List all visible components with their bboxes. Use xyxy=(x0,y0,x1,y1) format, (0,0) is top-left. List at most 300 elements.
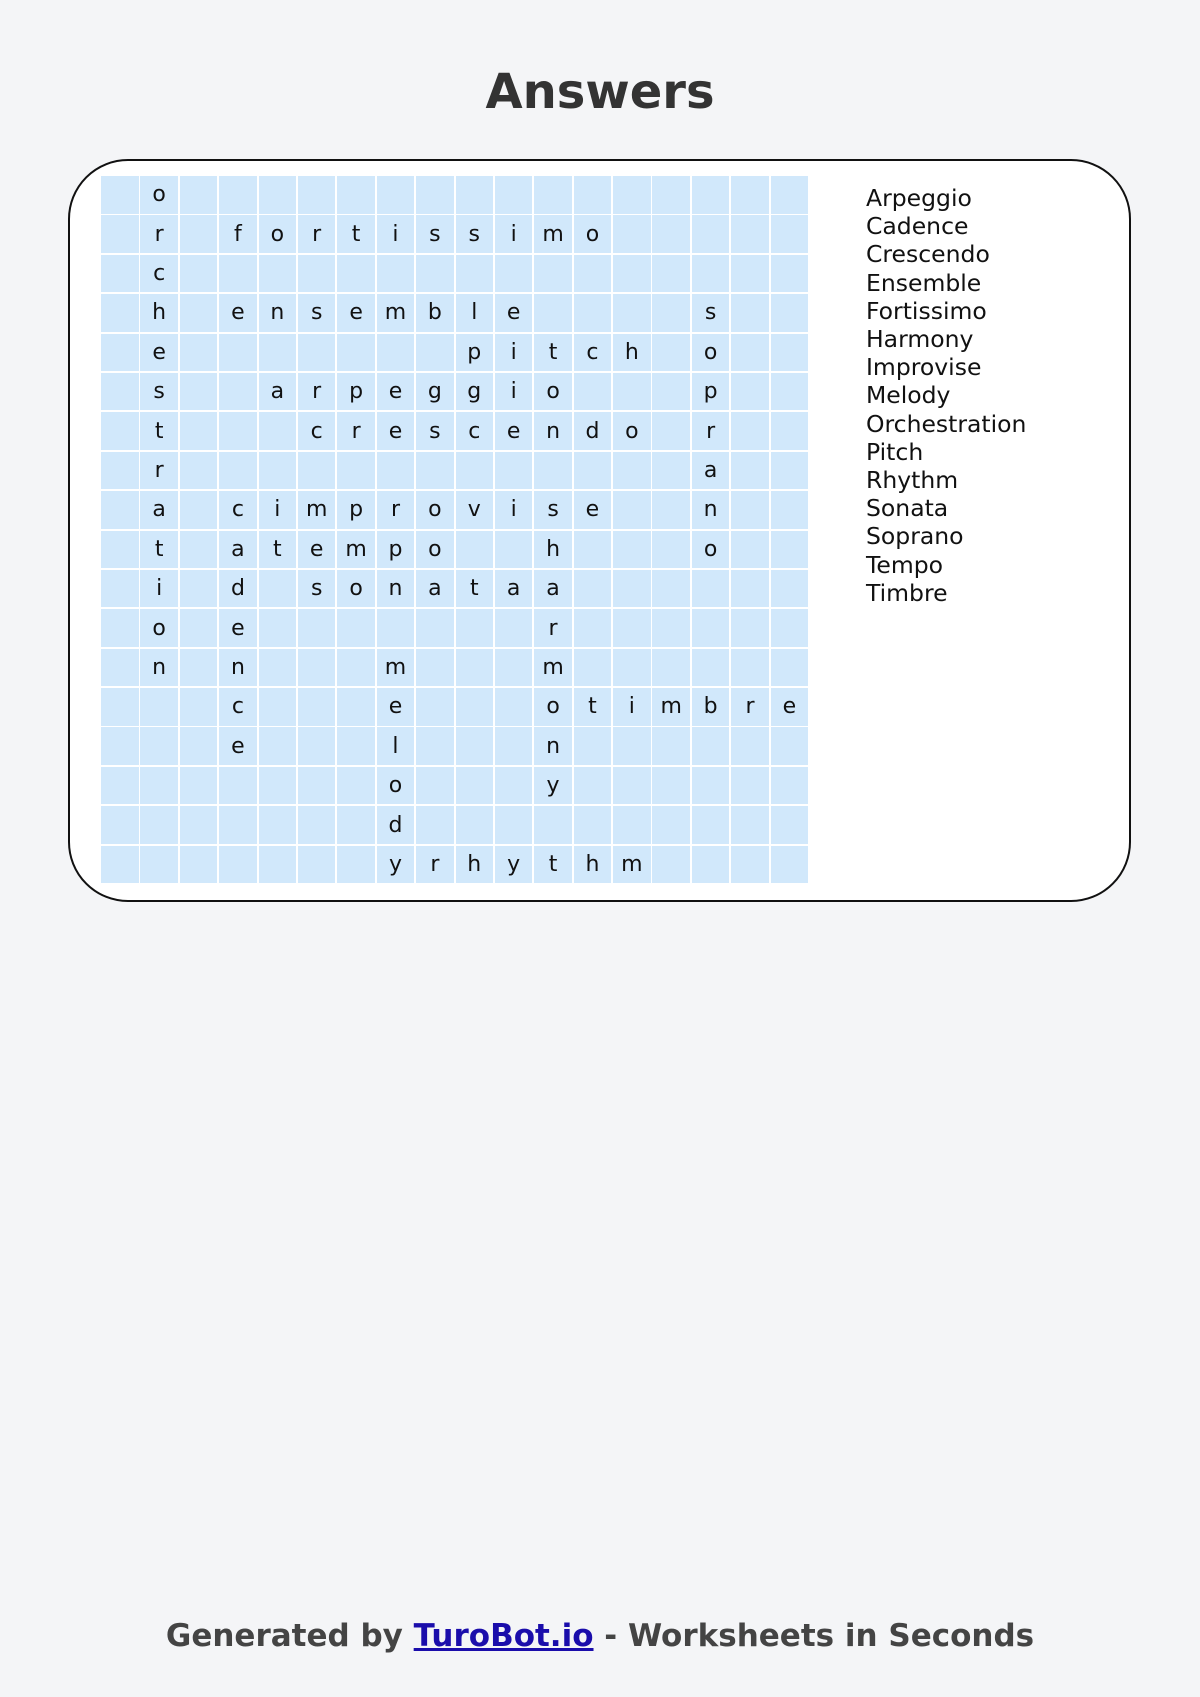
grid-cell: o xyxy=(574,215,612,253)
grid-cell: a xyxy=(495,570,533,608)
grid-cell xyxy=(692,806,730,844)
grid-cell xyxy=(259,806,297,844)
grid-cell: a xyxy=(416,570,454,608)
grid-cell xyxy=(771,531,809,569)
grid-cell xyxy=(731,806,769,844)
grid-cell xyxy=(495,452,533,490)
grid-cell xyxy=(652,649,690,687)
grid-cell xyxy=(180,806,218,844)
grid-cell xyxy=(298,727,336,765)
grid-cell xyxy=(180,255,218,293)
grid-cell xyxy=(377,452,415,490)
grid-cell: b xyxy=(416,294,454,332)
grid-cell xyxy=(771,294,809,332)
grid-cell xyxy=(298,806,336,844)
grid-cell xyxy=(495,609,533,647)
grid-cell: e xyxy=(377,688,415,726)
grid-cell: e xyxy=(219,609,257,647)
grid-cell: t xyxy=(534,334,572,372)
grid-cell: o xyxy=(416,491,454,529)
grid-cell: i xyxy=(495,334,533,372)
grid-cell xyxy=(337,806,375,844)
word-list-item: Tempo xyxy=(866,550,944,579)
grid-cell: g xyxy=(416,373,454,411)
grid-cell xyxy=(180,294,218,332)
grid-cell xyxy=(140,806,178,844)
grid-cell xyxy=(140,767,178,805)
word-list-item: Melody xyxy=(866,381,951,410)
grid-cell: r xyxy=(298,215,336,253)
grid-cell xyxy=(377,176,415,214)
grid-cell xyxy=(731,649,769,687)
grid-cell xyxy=(416,452,454,490)
grid-cell: a xyxy=(259,373,297,411)
grid-cell xyxy=(377,334,415,372)
grid-cell: s xyxy=(140,373,178,411)
grid-cell xyxy=(101,412,139,450)
grid-cell xyxy=(456,176,494,214)
grid-cell xyxy=(652,727,690,765)
grid-cell xyxy=(219,452,257,490)
grid-cell xyxy=(259,727,297,765)
grid-cell xyxy=(771,255,809,293)
grid-cell xyxy=(180,452,218,490)
grid-cell xyxy=(219,412,257,450)
grid-cell xyxy=(180,215,218,253)
grid-cell: i xyxy=(140,570,178,608)
grid-cell: o xyxy=(140,609,178,647)
grid-cell xyxy=(731,412,769,450)
grid-cell xyxy=(101,688,139,726)
grid-cell: h xyxy=(140,294,178,332)
grid-cell xyxy=(101,215,139,253)
grid-cell xyxy=(219,373,257,411)
grid-cell xyxy=(652,334,690,372)
grid-cell xyxy=(219,846,257,884)
grid-cell xyxy=(298,846,336,884)
grid-cell: e xyxy=(140,334,178,372)
grid-cell: p xyxy=(377,531,415,569)
grid-cell xyxy=(495,806,533,844)
grid-cell xyxy=(219,176,257,214)
grid-cell xyxy=(180,767,218,805)
grid-cell: s xyxy=(416,215,454,253)
grid-cell xyxy=(613,294,651,332)
grid-cell xyxy=(101,452,139,490)
grid-cell xyxy=(337,688,375,726)
grid-cell: f xyxy=(219,215,257,253)
grid-cell: r xyxy=(140,452,178,490)
grid-cell: c xyxy=(219,491,257,529)
grid-cell xyxy=(613,255,651,293)
grid-cell xyxy=(219,334,257,372)
grid-cell: p xyxy=(692,373,730,411)
grid-cell: t xyxy=(140,412,178,450)
grid-cell xyxy=(101,846,139,884)
grid-cell xyxy=(101,609,139,647)
grid-cell xyxy=(101,649,139,687)
grid-cell xyxy=(574,176,612,214)
grid-cell: o xyxy=(534,373,572,411)
grid-cell xyxy=(298,176,336,214)
grid-cell xyxy=(259,412,297,450)
grid-cell xyxy=(731,846,769,884)
word-list-item: Harmony xyxy=(866,325,974,354)
grid-cell xyxy=(771,609,809,647)
grid-cell xyxy=(692,176,730,214)
grid-cell xyxy=(416,767,454,805)
grid-cell xyxy=(101,334,139,372)
grid-cell xyxy=(180,373,218,411)
grid-cell xyxy=(771,176,809,214)
grid-cell: y xyxy=(495,846,533,884)
grid-cell xyxy=(140,846,178,884)
grid-cell: i xyxy=(259,491,297,529)
grid-cell xyxy=(534,294,572,332)
grid-cell: n xyxy=(534,412,572,450)
grid-cell xyxy=(140,688,178,726)
grid-cell xyxy=(180,688,218,726)
grid-cell: s xyxy=(298,294,336,332)
grid-cell xyxy=(456,452,494,490)
grid-cell: i xyxy=(495,491,533,529)
grid-cell xyxy=(298,255,336,293)
grid-cell xyxy=(180,531,218,569)
grid-cell xyxy=(101,767,139,805)
grid-cell xyxy=(416,649,454,687)
grid-cell xyxy=(377,609,415,647)
grid-cell xyxy=(337,255,375,293)
grid-cell xyxy=(180,570,218,608)
grid-cell xyxy=(456,806,494,844)
grid-cell xyxy=(731,531,769,569)
grid-cell xyxy=(731,334,769,372)
grid-cell: c xyxy=(298,412,336,450)
grid-cell xyxy=(731,255,769,293)
grid-cell xyxy=(456,767,494,805)
grid-cell: t xyxy=(337,215,375,253)
grid-cell xyxy=(101,176,139,214)
grid-cell: y xyxy=(534,767,572,805)
word-list-item: Sonata xyxy=(866,494,949,523)
grid-cell xyxy=(652,255,690,293)
grid-cell xyxy=(456,609,494,647)
grid-cell xyxy=(652,531,690,569)
grid-cell xyxy=(259,176,297,214)
grid-cell xyxy=(771,491,809,529)
grid-cell xyxy=(731,373,769,411)
grid-cell xyxy=(259,334,297,372)
grid-cell xyxy=(771,334,809,372)
grid-cell xyxy=(495,531,533,569)
grid-cell: d xyxy=(574,412,612,450)
grid-cell: n xyxy=(140,649,178,687)
grid-cell: s xyxy=(692,294,730,332)
grid-cell: a xyxy=(534,570,572,608)
grid-cell xyxy=(613,491,651,529)
grid-cell: r xyxy=(377,491,415,529)
grid-cell xyxy=(180,609,218,647)
footer-suffix: - Worksheets in Seconds xyxy=(593,1618,1035,1654)
grid-cell: m xyxy=(377,294,415,332)
grid-cell: s xyxy=(298,570,336,608)
grid-cell: d xyxy=(377,806,415,844)
grid-cell xyxy=(456,688,494,726)
grid-cell xyxy=(495,176,533,214)
grid-cell: m xyxy=(298,491,336,529)
grid-cell: g xyxy=(456,373,494,411)
grid-cell xyxy=(416,806,454,844)
grid-cell: r xyxy=(692,412,730,450)
grid-cell xyxy=(495,649,533,687)
grid-cell: s xyxy=(534,491,572,529)
grid-cell: l xyxy=(456,294,494,332)
grid-cell: s xyxy=(456,215,494,253)
grid-cell: i xyxy=(495,373,533,411)
grid-cell xyxy=(101,806,139,844)
grid-cell: p xyxy=(337,491,375,529)
grid-cell xyxy=(692,846,730,884)
grid-cell xyxy=(101,255,139,293)
grid-cell xyxy=(692,609,730,647)
grid-cell: o xyxy=(140,176,178,214)
grid-cell xyxy=(652,176,690,214)
grid-cell: o xyxy=(613,412,651,450)
grid-cell: o xyxy=(416,531,454,569)
grid-cell xyxy=(771,767,809,805)
grid-cell xyxy=(337,452,375,490)
grid-cell: e xyxy=(377,412,415,450)
grid-cell xyxy=(771,649,809,687)
grid-cell: e xyxy=(298,531,336,569)
grid-cell: s xyxy=(416,412,454,450)
grid-cell xyxy=(259,255,297,293)
grid-cell xyxy=(692,649,730,687)
grid-cell: v xyxy=(456,491,494,529)
grid-cell xyxy=(771,412,809,450)
grid-cell xyxy=(613,176,651,214)
grid-cell xyxy=(416,727,454,765)
grid-cell: m xyxy=(377,649,415,687)
grid-cell: r xyxy=(140,215,178,253)
grid-cell: e xyxy=(574,491,612,529)
grid-cell xyxy=(259,570,297,608)
grid-cell xyxy=(534,806,572,844)
grid-cell xyxy=(495,255,533,293)
turobot-link[interactable]: TuroBot.io xyxy=(413,1618,594,1654)
grid-cell xyxy=(771,215,809,253)
grid-cell xyxy=(613,806,651,844)
grid-cell xyxy=(534,176,572,214)
grid-cell: t xyxy=(574,688,612,726)
grid-cell: c xyxy=(140,255,178,293)
grid-cell: o xyxy=(692,334,730,372)
letter-grid xyxy=(101,176,808,883)
grid-cell: i xyxy=(495,215,533,253)
grid-cell: m xyxy=(534,649,572,687)
word-list-item: Pitch xyxy=(866,437,924,466)
grid-cell: h xyxy=(456,846,494,884)
grid-cell xyxy=(692,255,730,293)
footer-prefix: Generated by xyxy=(165,1618,414,1654)
grid-cell: t xyxy=(140,531,178,569)
grid-cell: c xyxy=(574,334,612,372)
grid-cell xyxy=(652,609,690,647)
grid-cell xyxy=(180,334,218,372)
grid-cell xyxy=(613,649,651,687)
grid-cell xyxy=(495,727,533,765)
grid-cell: e xyxy=(219,727,257,765)
word-list xyxy=(866,184,1026,607)
grid-cell xyxy=(731,176,769,214)
grid-cell xyxy=(180,846,218,884)
grid-cell xyxy=(574,294,612,332)
grid-cell xyxy=(731,609,769,647)
grid-cell xyxy=(140,727,178,765)
grid-cell xyxy=(456,531,494,569)
word-list-item: Crescendo xyxy=(866,240,990,269)
grid-cell xyxy=(101,531,139,569)
grid-cell xyxy=(416,176,454,214)
grid-cell xyxy=(574,570,612,608)
grid-cell: o xyxy=(259,215,297,253)
grid-cell xyxy=(298,649,336,687)
grid-cell: c xyxy=(219,688,257,726)
grid-cell: r xyxy=(416,846,454,884)
word-list-item: Soprano xyxy=(866,522,964,551)
page-title: Answers xyxy=(485,64,715,120)
grid-cell: e xyxy=(219,294,257,332)
grid-cell xyxy=(298,688,336,726)
grid-cell xyxy=(613,609,651,647)
grid-cell: i xyxy=(377,215,415,253)
grid-cell xyxy=(534,452,572,490)
grid-cell xyxy=(613,767,651,805)
grid-cell: m xyxy=(337,531,375,569)
grid-cell: c xyxy=(456,412,494,450)
grid-cell xyxy=(180,649,218,687)
grid-cell xyxy=(456,727,494,765)
grid-cell xyxy=(613,570,651,608)
grid-cell: e xyxy=(495,412,533,450)
grid-cell xyxy=(771,806,809,844)
grid-cell xyxy=(731,215,769,253)
grid-cell xyxy=(574,727,612,765)
grid-cell xyxy=(298,609,336,647)
grid-cell xyxy=(259,767,297,805)
grid-cell xyxy=(771,846,809,884)
grid-cell: h xyxy=(574,846,612,884)
grid-cell xyxy=(652,767,690,805)
grid-cell xyxy=(652,452,690,490)
grid-cell xyxy=(692,215,730,253)
grid-cell: e xyxy=(337,294,375,332)
grid-cell: l xyxy=(377,727,415,765)
grid-cell xyxy=(574,767,612,805)
grid-cell xyxy=(771,373,809,411)
grid-cell xyxy=(495,767,533,805)
grid-cell xyxy=(298,334,336,372)
grid-cell xyxy=(574,806,612,844)
grid-cell xyxy=(101,727,139,765)
grid-cell: r xyxy=(337,412,375,450)
grid-cell xyxy=(574,452,612,490)
grid-cell xyxy=(652,570,690,608)
grid-cell xyxy=(180,412,218,450)
grid-cell xyxy=(613,727,651,765)
word-list-item: Arpeggio xyxy=(866,184,972,212)
word-list-item: Timbre xyxy=(866,578,948,607)
grid-cell: d xyxy=(219,570,257,608)
grid-cell xyxy=(731,727,769,765)
grid-cell xyxy=(652,806,690,844)
grid-cell xyxy=(259,609,297,647)
grid-cell xyxy=(574,649,612,687)
grid-cell xyxy=(613,373,651,411)
grid-cell xyxy=(692,767,730,805)
grid-cell: o xyxy=(534,688,572,726)
word-list-item: Rhythm xyxy=(866,466,959,495)
grid-cell xyxy=(101,570,139,608)
grid-cell: t xyxy=(534,846,572,884)
grid-cell: o xyxy=(337,570,375,608)
grid-cell: a xyxy=(219,531,257,569)
grid-cell xyxy=(731,491,769,529)
grid-cell xyxy=(652,373,690,411)
grid-cell xyxy=(731,570,769,608)
grid-cell: p xyxy=(337,373,375,411)
grid-cell xyxy=(652,846,690,884)
grid-cell xyxy=(101,491,139,529)
grid-cell xyxy=(731,294,769,332)
grid-cell: e xyxy=(495,294,533,332)
word-list-item: Fortissimo xyxy=(866,296,987,325)
grid-cell: m xyxy=(534,215,572,253)
grid-cell: e xyxy=(377,373,415,411)
grid-cell: r xyxy=(298,373,336,411)
grid-cell xyxy=(574,609,612,647)
grid-cell xyxy=(416,688,454,726)
grid-cell xyxy=(416,255,454,293)
grid-cell: p xyxy=(456,334,494,372)
grid-cell xyxy=(337,767,375,805)
grid-cell xyxy=(692,570,730,608)
grid-cell xyxy=(180,176,218,214)
grid-cell xyxy=(337,334,375,372)
grid-cell: b xyxy=(692,688,730,726)
grid-cell: o xyxy=(692,531,730,569)
grid-cell: n xyxy=(219,649,257,687)
grid-cell xyxy=(259,649,297,687)
grid-cell xyxy=(298,767,336,805)
grid-cell xyxy=(652,215,690,253)
grid-cell: i xyxy=(613,688,651,726)
grid-cell xyxy=(574,373,612,411)
grid-cell: a xyxy=(140,491,178,529)
grid-cell xyxy=(337,649,375,687)
grid-cell xyxy=(337,176,375,214)
grid-cell xyxy=(259,452,297,490)
grid-cell xyxy=(613,215,651,253)
grid-cell xyxy=(731,452,769,490)
grid-cell xyxy=(652,294,690,332)
grid-cell: h xyxy=(534,531,572,569)
word-list-item: Orchestration xyxy=(866,409,1027,438)
grid-cell: n xyxy=(534,727,572,765)
grid-cell xyxy=(101,373,139,411)
grid-cell xyxy=(692,727,730,765)
grid-cell xyxy=(495,688,533,726)
